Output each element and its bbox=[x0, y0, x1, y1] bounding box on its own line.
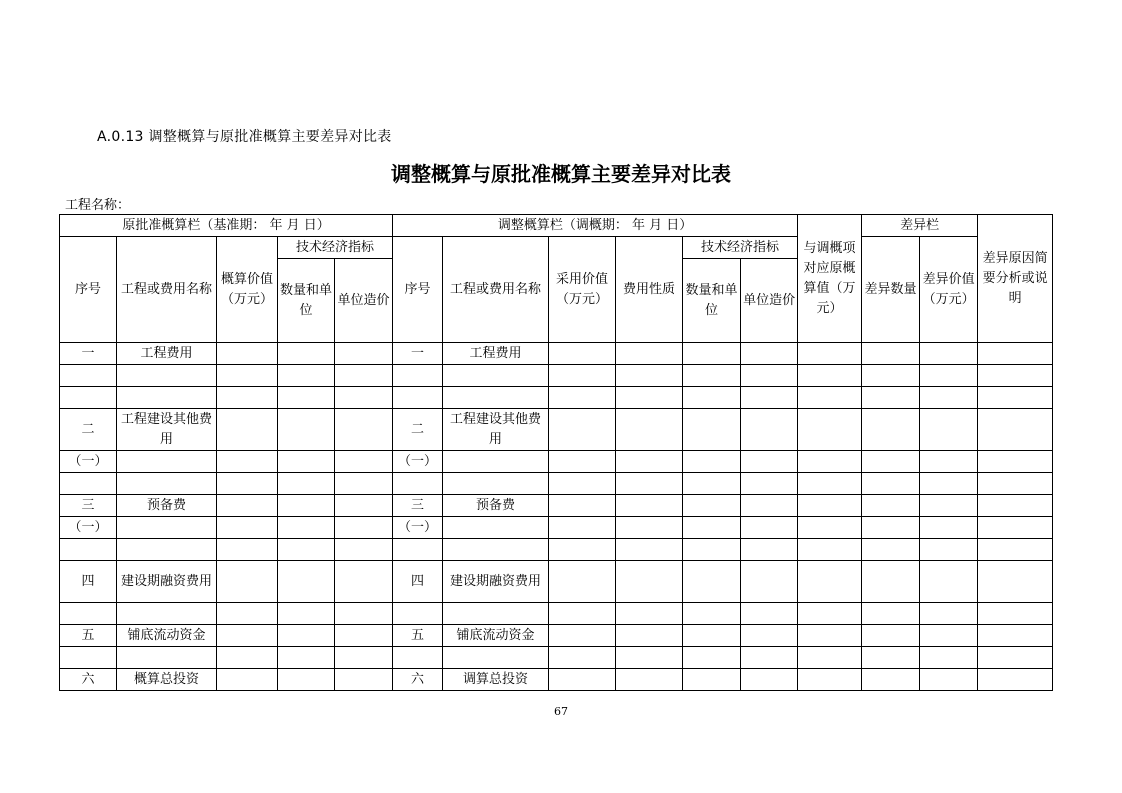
table-cell bbox=[862, 409, 920, 451]
table-cell bbox=[217, 625, 278, 647]
row-adj-item-name: 调算总投资 bbox=[443, 669, 549, 691]
table-row bbox=[60, 387, 1053, 409]
table-cell bbox=[616, 561, 683, 603]
row-item-name: 建设期融资费用 bbox=[117, 561, 217, 603]
table-cell bbox=[978, 625, 1053, 647]
table-cell bbox=[862, 365, 920, 387]
row-seq: 三 bbox=[60, 495, 117, 517]
table-cell bbox=[978, 669, 1053, 691]
table-cell bbox=[278, 343, 335, 365]
table-cell bbox=[549, 365, 616, 387]
header-reason: 差异原因简要分析或说明 bbox=[978, 215, 1053, 343]
row-adj-seq: （一） bbox=[393, 517, 443, 539]
table-row bbox=[60, 473, 1053, 495]
table-cell bbox=[920, 495, 978, 517]
table-cell bbox=[335, 473, 393, 495]
table-cell bbox=[616, 387, 683, 409]
row-adj-item-name bbox=[443, 365, 549, 387]
table-cell bbox=[549, 669, 616, 691]
table-cell bbox=[549, 409, 616, 451]
table-cell bbox=[798, 669, 862, 691]
table-row bbox=[60, 365, 1053, 387]
table-cell bbox=[278, 561, 335, 603]
table-row bbox=[60, 647, 1053, 669]
table-cell bbox=[741, 647, 798, 669]
header-unit-cost: 单位造价 bbox=[335, 259, 393, 343]
table-cell bbox=[741, 473, 798, 495]
row-adj-item-name: 铺底流动资金 bbox=[443, 625, 549, 647]
table-row bbox=[60, 603, 1053, 625]
table-cell bbox=[920, 451, 978, 473]
table-cell bbox=[616, 517, 683, 539]
table-row bbox=[60, 539, 1053, 561]
row-item-name bbox=[117, 517, 217, 539]
table-cell bbox=[683, 343, 741, 365]
header-budget-value: 概算价值（万元） bbox=[217, 237, 278, 343]
table-cell bbox=[217, 343, 278, 365]
row-seq: 一 bbox=[60, 343, 117, 365]
project-name-label: 工程名称： bbox=[65, 198, 131, 213]
table-cell bbox=[798, 517, 862, 539]
table-cell bbox=[798, 387, 862, 409]
table-cell bbox=[278, 647, 335, 669]
table-cell bbox=[335, 561, 393, 603]
row-adj-seq: 一 bbox=[393, 343, 443, 365]
row-adj-item-name: 工程费用 bbox=[443, 343, 549, 365]
table-cell bbox=[683, 539, 741, 561]
table-cell bbox=[335, 647, 393, 669]
table-cell bbox=[920, 625, 978, 647]
table-cell bbox=[741, 365, 798, 387]
row-item-name: 铺底流动资金 bbox=[117, 625, 217, 647]
table-cell bbox=[862, 517, 920, 539]
table-cell bbox=[217, 451, 278, 473]
row-seq: （一） bbox=[60, 451, 117, 473]
table-cell bbox=[549, 387, 616, 409]
table-cell bbox=[549, 451, 616, 473]
table-cell bbox=[335, 387, 393, 409]
row-seq bbox=[60, 603, 117, 625]
table-cell bbox=[798, 539, 862, 561]
row-item-name bbox=[117, 387, 217, 409]
table-cell bbox=[549, 517, 616, 539]
table-cell bbox=[978, 539, 1053, 561]
header-adj-item-name: 工程或费用名称 bbox=[443, 237, 549, 343]
comparison-table bbox=[59, 214, 1053, 691]
table-cell bbox=[741, 495, 798, 517]
table-cell bbox=[862, 451, 920, 473]
row-adj-item-name bbox=[443, 517, 549, 539]
row-adj-seq: （一） bbox=[393, 451, 443, 473]
row-item-name bbox=[117, 539, 217, 561]
table-cell bbox=[335, 603, 393, 625]
table-cell bbox=[616, 473, 683, 495]
table-cell bbox=[278, 517, 335, 539]
table-cell bbox=[549, 603, 616, 625]
table-cell bbox=[862, 561, 920, 603]
table-cell bbox=[335, 517, 393, 539]
table-cell bbox=[278, 625, 335, 647]
row-adj-item-name bbox=[443, 603, 549, 625]
table-cell bbox=[683, 647, 741, 669]
table-cell bbox=[683, 451, 741, 473]
table-cell bbox=[978, 409, 1053, 451]
table-cell bbox=[920, 539, 978, 561]
table-cell bbox=[741, 561, 798, 603]
table-cell bbox=[920, 365, 978, 387]
table-cell bbox=[616, 495, 683, 517]
row-adj-item-name: 建设期融资费用 bbox=[443, 561, 549, 603]
table-cell bbox=[741, 669, 798, 691]
row-adj-seq bbox=[393, 473, 443, 495]
header-adj-unit-cost: 单位造价 bbox=[741, 259, 798, 343]
row-adj-seq bbox=[393, 387, 443, 409]
table-cell bbox=[862, 539, 920, 561]
table-cell bbox=[217, 365, 278, 387]
section-label: A.0.13 调整概算与原批准概算主要差异对比表 bbox=[97, 129, 392, 145]
table-cell bbox=[683, 625, 741, 647]
table-cell bbox=[335, 409, 393, 451]
header-adopted-value: 采用价值（万元） bbox=[549, 237, 616, 343]
table-cell bbox=[741, 343, 798, 365]
header-diff-value: 差异价值（万元） bbox=[920, 237, 978, 343]
table-cell bbox=[798, 495, 862, 517]
row-adj-item-name bbox=[443, 451, 549, 473]
table-cell bbox=[278, 409, 335, 451]
table-cell bbox=[683, 561, 741, 603]
table-cell bbox=[978, 451, 1053, 473]
table-cell bbox=[335, 495, 393, 517]
table-cell bbox=[798, 343, 862, 365]
table-cell bbox=[616, 625, 683, 647]
header-item-name: 工程或费用名称 bbox=[117, 237, 217, 343]
table-cell bbox=[920, 561, 978, 603]
table-row bbox=[60, 517, 1053, 539]
row-item-name: 工程费用 bbox=[117, 343, 217, 365]
header-original-group: 原批准概算栏（基准期： 年 月 日） bbox=[60, 215, 393, 237]
table-cell bbox=[798, 561, 862, 603]
table-cell bbox=[683, 365, 741, 387]
page-number: 67 bbox=[554, 705, 568, 718]
table-row bbox=[60, 451, 1053, 473]
row-item-name: 概算总投资 bbox=[117, 669, 217, 691]
table-cell bbox=[798, 365, 862, 387]
table-cell bbox=[335, 669, 393, 691]
table-cell bbox=[278, 495, 335, 517]
table-cell bbox=[741, 451, 798, 473]
table-cell bbox=[741, 625, 798, 647]
table-cell bbox=[616, 647, 683, 669]
table-cell bbox=[741, 409, 798, 451]
header-seq: 序号 bbox=[60, 237, 117, 343]
table-cell bbox=[741, 517, 798, 539]
row-adj-item-name bbox=[443, 387, 549, 409]
table-cell bbox=[978, 517, 1053, 539]
header-diff-qty: 差异数量 bbox=[862, 237, 920, 343]
table-row bbox=[60, 625, 1053, 647]
table-cell bbox=[278, 365, 335, 387]
table-cell bbox=[862, 343, 920, 365]
table-cell bbox=[798, 603, 862, 625]
row-adj-seq: 四 bbox=[393, 561, 443, 603]
table-cell bbox=[741, 387, 798, 409]
table-cell bbox=[798, 409, 862, 451]
header-corresponding-value: 与调概项对应原概算值（万元） bbox=[798, 215, 862, 343]
row-item-name bbox=[117, 365, 217, 387]
row-item-name: 预备费 bbox=[117, 495, 217, 517]
row-adj-seq: 五 bbox=[393, 625, 443, 647]
row-item-name bbox=[117, 603, 217, 625]
table-cell bbox=[798, 451, 862, 473]
row-seq bbox=[60, 365, 117, 387]
row-seq bbox=[60, 473, 117, 495]
table-cell bbox=[741, 539, 798, 561]
header-qty-unit: 数量和单位 bbox=[278, 259, 335, 343]
table-cell bbox=[920, 669, 978, 691]
row-item-name bbox=[117, 473, 217, 495]
table-cell bbox=[798, 647, 862, 669]
table-cell bbox=[335, 343, 393, 365]
row-seq bbox=[60, 387, 117, 409]
table-cell bbox=[798, 473, 862, 495]
row-seq: 五 bbox=[60, 625, 117, 647]
row-seq bbox=[60, 539, 117, 561]
table-cell bbox=[920, 343, 978, 365]
table-cell bbox=[862, 647, 920, 669]
table-row bbox=[60, 343, 1053, 365]
table-cell bbox=[549, 495, 616, 517]
table-cell bbox=[920, 517, 978, 539]
table-row bbox=[60, 561, 1053, 603]
table-cell bbox=[683, 517, 741, 539]
table-cell bbox=[278, 539, 335, 561]
row-adj-seq bbox=[393, 647, 443, 669]
table-body bbox=[60, 343, 1053, 691]
row-seq: 二 bbox=[60, 409, 117, 451]
table-cell bbox=[217, 387, 278, 409]
row-seq: 六 bbox=[60, 669, 117, 691]
table-cell bbox=[683, 473, 741, 495]
table-cell bbox=[549, 647, 616, 669]
table-cell bbox=[217, 647, 278, 669]
row-adj-item-name bbox=[443, 647, 549, 669]
row-item-name bbox=[117, 647, 217, 669]
table-cell bbox=[978, 365, 1053, 387]
row-adj-seq: 二 bbox=[393, 409, 443, 451]
row-adj-item-name bbox=[443, 473, 549, 495]
table-cell bbox=[217, 539, 278, 561]
table-cell bbox=[741, 603, 798, 625]
table-cell bbox=[278, 451, 335, 473]
row-item-name bbox=[117, 451, 217, 473]
table-cell bbox=[920, 473, 978, 495]
table-cell bbox=[335, 365, 393, 387]
table-cell bbox=[616, 409, 683, 451]
row-adj-item-name: 工程建设其他费用 bbox=[443, 409, 549, 451]
table-cell bbox=[278, 473, 335, 495]
table-cell bbox=[549, 343, 616, 365]
table-cell bbox=[978, 603, 1053, 625]
table-cell bbox=[278, 669, 335, 691]
table-cell bbox=[616, 669, 683, 691]
table-row bbox=[60, 409, 1053, 451]
table-cell bbox=[920, 387, 978, 409]
table-cell bbox=[335, 539, 393, 561]
table-cell bbox=[616, 365, 683, 387]
table-cell bbox=[683, 603, 741, 625]
table-cell bbox=[616, 603, 683, 625]
row-adj-seq bbox=[393, 539, 443, 561]
row-adj-item-name bbox=[443, 539, 549, 561]
table-cell bbox=[862, 603, 920, 625]
table-cell bbox=[978, 647, 1053, 669]
table-cell bbox=[862, 625, 920, 647]
table-cell bbox=[549, 473, 616, 495]
table-cell bbox=[278, 603, 335, 625]
row-adj-seq: 六 bbox=[393, 669, 443, 691]
table-cell bbox=[862, 669, 920, 691]
table-row bbox=[60, 495, 1053, 517]
row-adj-seq bbox=[393, 365, 443, 387]
table-cell bbox=[616, 451, 683, 473]
header-adj-seq: 序号 bbox=[393, 237, 443, 343]
table-cell bbox=[683, 495, 741, 517]
table-cell bbox=[217, 473, 278, 495]
table-cell bbox=[217, 603, 278, 625]
header-cost-nature: 费用性质 bbox=[616, 237, 683, 343]
table-cell bbox=[978, 473, 1053, 495]
table-cell bbox=[335, 625, 393, 647]
table-cell bbox=[683, 669, 741, 691]
row-adj-seq: 三 bbox=[393, 495, 443, 517]
table-row bbox=[60, 669, 1053, 691]
table-cell bbox=[616, 343, 683, 365]
row-seq: （一） bbox=[60, 517, 117, 539]
row-adj-seq bbox=[393, 603, 443, 625]
row-seq: 四 bbox=[60, 561, 117, 603]
table-cell bbox=[862, 473, 920, 495]
table-cell bbox=[549, 625, 616, 647]
table-cell bbox=[920, 647, 978, 669]
table-cell bbox=[978, 561, 1053, 603]
header-adj-qty-unit: 数量和单位 bbox=[683, 259, 741, 343]
table-cell bbox=[616, 539, 683, 561]
header-difference-group: 差异栏 bbox=[862, 215, 978, 237]
table-cell bbox=[978, 343, 1053, 365]
table-cell bbox=[217, 669, 278, 691]
table-cell bbox=[862, 387, 920, 409]
header-adjusted-group: 调整概算栏（调概期： 年 月 日） bbox=[393, 215, 798, 237]
table-cell bbox=[549, 561, 616, 603]
table-cell bbox=[920, 409, 978, 451]
table-cell bbox=[978, 387, 1053, 409]
table-cell bbox=[978, 495, 1053, 517]
header-tech-econ: 技术经济指标 bbox=[278, 237, 393, 259]
table-cell bbox=[683, 387, 741, 409]
header-adj-tech-econ: 技术经济指标 bbox=[683, 237, 798, 259]
row-item-name: 工程建设其他费用 bbox=[117, 409, 217, 451]
table-cell bbox=[335, 451, 393, 473]
table-cell bbox=[798, 625, 862, 647]
table-cell bbox=[217, 495, 278, 517]
row-seq bbox=[60, 647, 117, 669]
table-cell bbox=[862, 495, 920, 517]
table-cell bbox=[217, 517, 278, 539]
table-cell bbox=[217, 409, 278, 451]
table-cell bbox=[278, 387, 335, 409]
table-cell bbox=[549, 539, 616, 561]
page-title: 调整概算与原批准概算主要差异对比表 bbox=[391, 162, 731, 186]
table-cell bbox=[217, 561, 278, 603]
row-adj-item-name: 预备费 bbox=[443, 495, 549, 517]
table-cell bbox=[920, 603, 978, 625]
table-cell bbox=[683, 409, 741, 451]
